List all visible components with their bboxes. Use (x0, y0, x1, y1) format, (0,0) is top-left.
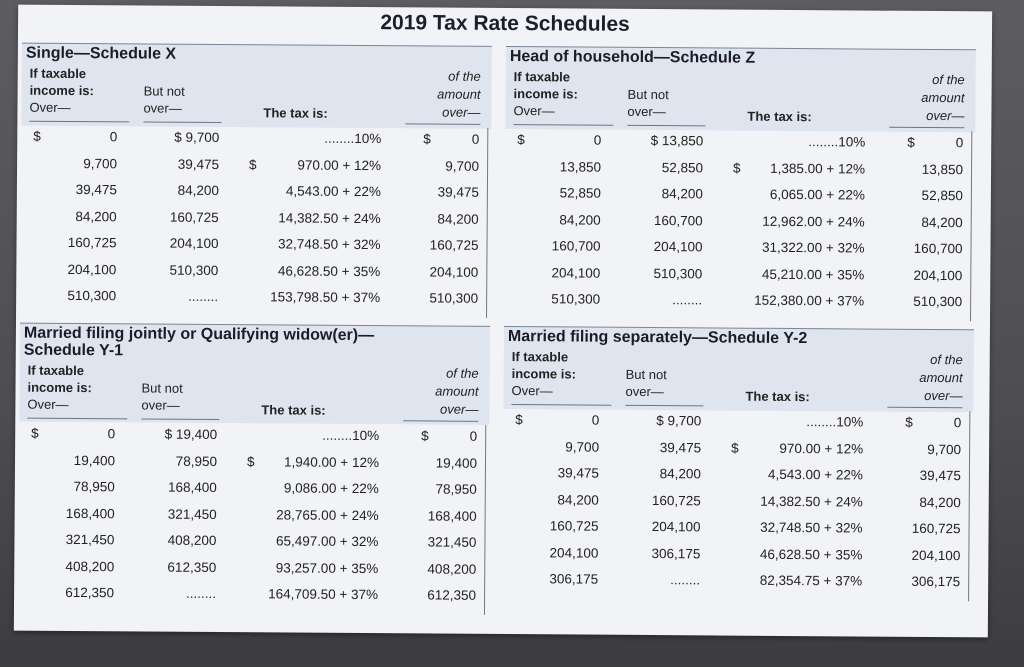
cell-tax: 82,354.75 + 37% (759, 572, 863, 589)
header-amount-over: over— (924, 387, 963, 404)
cell-tax: 152,380.00 + 37% (754, 292, 865, 309)
dollar-sign: $ (907, 134, 915, 150)
cell-tax: 1,385.00 + 12% (770, 160, 866, 177)
cell-but-not-over: 78,950 (175, 453, 218, 469)
cell-over: 408,200 (65, 558, 115, 574)
cell-but-not-over: 84,200 (659, 466, 701, 482)
cell-but-not-over: 160,725 (169, 209, 219, 225)
cell-but-not-over: 510,300 (653, 265, 703, 281)
dollar-sign: $ (31, 425, 39, 441)
header-income-is: income is: (27, 379, 92, 396)
cell-tax: 93,257.00 + 35% (275, 559, 379, 576)
header-tax-is: The tax is: (261, 402, 326, 418)
cell-tax: 1,940.00 + 12% (283, 453, 380, 470)
cell-amount-over: 510,300 (913, 293, 963, 310)
cell-over: 84,200 (559, 211, 601, 228)
cell-but-not-over: ........ (186, 585, 217, 602)
cell-over: 78,950 (73, 479, 115, 495)
header-if-taxable: If taxable (29, 65, 87, 82)
cell-over: 612,350 (65, 584, 115, 601)
dollar-sign: $ (249, 156, 257, 172)
cell-amount-over: 321,450 (427, 534, 477, 550)
cell-over: 0 (591, 412, 600, 428)
cell-but-not-over: ........ (188, 288, 219, 305)
cell-over: 39,475 (75, 182, 117, 198)
dollar-sign: $ (421, 428, 429, 444)
dollar-sign: $ (33, 128, 41, 144)
cell-tax: 153,798.50 + 37% (270, 289, 381, 306)
schedule-title: Single—Schedule X (25, 44, 177, 63)
cell-but-not-over: ........ (672, 292, 703, 308)
cell-tax: 164,709.50 + 37% (268, 586, 379, 603)
header-but-not-over: over— (625, 383, 664, 400)
tax-rate-sheet (14, 5, 992, 638)
header-income-is: income is: (511, 366, 576, 382)
cell-over: 321,450 (65, 531, 115, 548)
cell-amount-over: 39,475 (919, 467, 961, 484)
cell-tax: 4,543.00 + 22% (767, 466, 863, 483)
cell-over: 0 (593, 132, 602, 148)
schedule-y2-married-separate (502, 326, 974, 599)
cell-tax: 12,962.00 + 24% (762, 213, 865, 230)
header-amount: amount (921, 89, 965, 106)
cell-amount-over: 84,200 (437, 211, 479, 227)
cell-tax: ........10% (806, 414, 864, 430)
header-of-the: of the (448, 68, 481, 84)
header-but-not: But not (141, 380, 183, 396)
cell-amount-over: 84,200 (921, 214, 963, 230)
cell-over: 9,700 (565, 438, 600, 455)
header-but-not: But not (625, 366, 667, 383)
cell-amount-over: 9,700 (927, 441, 962, 457)
column-divider (968, 411, 970, 601)
cell-over: 306,175 (549, 571, 599, 587)
header-but-not: But not (627, 86, 669, 103)
cell-over: 160,700 (551, 238, 601, 254)
dollar-sign: $ (423, 131, 431, 147)
cell-tax: 31,322.00 + 32% (761, 239, 865, 256)
cell-but-not-over: 612,350 (167, 559, 217, 575)
cell-but-not-over: 160,700 (653, 212, 703, 228)
cell-tax: 32,748.50 + 32% (760, 519, 863, 536)
header-income-is: income is: (513, 86, 578, 102)
header-amount: amount (435, 383, 479, 399)
cell-amount-over: 84,200 (919, 494, 961, 510)
cell-amount-over: 306,175 (911, 573, 961, 590)
cell-over: 0 (107, 426, 116, 442)
header-over: Over— (29, 99, 71, 115)
cell-but-not-over: $ 19,400 (164, 426, 218, 443)
cell-but-not-over: 408,200 (167, 532, 217, 549)
cell-amount-over: 19,400 (435, 455, 478, 471)
header-over: Over— (513, 103, 555, 119)
schedule-title: Married filing jointly or Qualifying widow(er)— (23, 324, 375, 345)
cell-but-not-over: 168,400 (167, 479, 217, 496)
cell-tax: 45,210.00 + 35% (761, 266, 865, 283)
header-if-taxable: If taxable (511, 349, 569, 365)
cell-over: 204,100 (549, 544, 599, 561)
cell-over: 510,300 (551, 291, 601, 307)
cell-tax: ........10% (322, 427, 380, 444)
cell-amount-over: 52,850 (921, 187, 963, 204)
dollar-sign: $ (731, 440, 739, 456)
column-divider (486, 128, 488, 318)
schedule-subtitle: Schedule Y-1 (23, 341, 124, 360)
schedule-y1-married-joint (18, 323, 490, 603)
page-title: 2019 Tax Rate Schedules (380, 11, 630, 36)
header-but-not: But not (143, 83, 185, 99)
cell-tax: 9,086.00 + 22% (283, 480, 379, 497)
header-if-taxable: If taxable (27, 362, 85, 379)
column-divider (970, 131, 972, 321)
cell-but-not-over: ........ (670, 572, 701, 588)
cell-tax: 32,748.50 + 32% (278, 236, 381, 253)
cell-amount-over: 168,400 (427, 507, 477, 524)
cell-tax: 46,628.50 + 35% (277, 262, 381, 279)
cell-amount-over: 0 (469, 428, 478, 444)
dollar-sign: $ (905, 414, 913, 430)
cell-but-not-over: 160,725 (651, 492, 701, 508)
cell-amount-over: 0 (471, 131, 480, 147)
cell-but-not-over: 84,200 (661, 186, 703, 202)
cell-over: 39,475 (557, 465, 599, 481)
cell-amount-over: 160,725 (911, 520, 961, 537)
schedule-title: Married filing separately—Schedule Y-2 (507, 328, 808, 348)
header-but-not-over: over— (143, 100, 182, 116)
cell-amount-over: 160,725 (429, 237, 479, 253)
cell-but-not-over: 321,450 (167, 506, 217, 522)
cell-over: 0 (109, 129, 118, 145)
cell-over: 160,725 (549, 518, 599, 534)
cell-but-not-over: 204,100 (169, 235, 219, 252)
dollar-sign: $ (246, 453, 255, 469)
schedule-title: Head of household—Schedule Z (509, 48, 756, 67)
header-of-the: of the (932, 71, 965, 88)
cell-but-not-over: $ 9,700 (656, 413, 702, 429)
header-amount-over: over— (442, 104, 481, 120)
cell-amount-over: 13,850 (921, 161, 964, 177)
cell-amount-over: 408,200 (427, 560, 477, 577)
cell-but-not-over: 510,300 (169, 262, 219, 278)
cell-but-not-over: $ 13,850 (650, 133, 704, 149)
cell-amount-over: 160,700 (913, 240, 963, 257)
cell-tax: 65,497.00 + 32% (275, 533, 379, 550)
cell-but-not-over: 204,100 (651, 519, 701, 535)
cell-over: 9,700 (83, 155, 118, 171)
header-amount: amount (437, 86, 481, 102)
cell-but-not-over: 52,850 (661, 159, 704, 175)
cell-amount-over: 612,350 (427, 587, 477, 603)
header-amount: amount (919, 369, 963, 386)
cell-over: 160,725 (67, 234, 117, 251)
header-over: Over— (27, 396, 69, 412)
header-tax-is: The tax is: (263, 105, 328, 121)
cell-over: 19,400 (73, 452, 116, 468)
schedule-x-single (20, 43, 492, 316)
cell-amount-over: 204,100 (911, 547, 961, 563)
dollar-sign: $ (517, 132, 525, 148)
cell-tax: 6,065.00 + 22% (769, 186, 865, 203)
cell-tax: 14,382.50 + 24% (760, 493, 863, 510)
cell-amount-over: 78,950 (435, 481, 477, 497)
cell-over: 52,850 (559, 185, 601, 201)
cell-tax: 46,628.50 + 35% (759, 546, 863, 563)
cell-tax: 28,765.00 + 24% (276, 506, 379, 523)
header-tax-is: The tax is: (747, 108, 812, 125)
cell-but-not-over: 204,100 (653, 239, 703, 255)
cell-amount-over: 510,300 (429, 290, 479, 306)
cell-amount-over: 9,700 (445, 158, 480, 174)
header-but-not-over: over— (141, 397, 180, 413)
cell-amount-over: 204,100 (429, 263, 479, 280)
header-tax-is: The tax is: (745, 388, 810, 405)
dollar-sign: $ (733, 160, 741, 176)
cell-over: 168,400 (65, 505, 115, 521)
cell-amount-over: 204,100 (913, 267, 963, 283)
header-but-not-over: over— (627, 103, 666, 120)
header-amount-over: over— (926, 107, 965, 124)
cell-over: 84,200 (75, 208, 117, 224)
cell-but-not-over: 306,175 (651, 545, 701, 561)
header-over: Over— (511, 383, 553, 399)
cell-over: 84,200 (557, 491, 599, 508)
schedule-z-head-of-household (504, 46, 976, 319)
header-of-the: of the (930, 351, 963, 368)
cell-tax: 970.00 + 12% (297, 157, 382, 173)
cell-but-not-over: 84,200 (177, 182, 219, 199)
cell-over: 204,100 (551, 264, 601, 281)
header-income-is: income is: (29, 82, 94, 99)
cell-over: 204,100 (67, 261, 117, 277)
cell-amount-over: 39,475 (437, 184, 479, 200)
header-if-taxable: If taxable (513, 69, 571, 85)
cell-over: 510,300 (67, 287, 117, 304)
column-divider (484, 425, 486, 615)
cell-amount-over: 0 (953, 415, 962, 431)
cell-amount-over: 0 (955, 135, 964, 151)
header-amount-over: over— (440, 401, 479, 417)
cell-but-not-over: 39,475 (177, 156, 220, 172)
cell-over: 13,850 (559, 158, 602, 175)
cell-but-not-over: 39,475 (659, 439, 702, 455)
cell-tax: ........10% (808, 134, 866, 150)
cell-but-not-over: $ 9,700 (174, 129, 220, 146)
cell-tax: 4,543.00 + 22% (285, 183, 381, 200)
cell-tax: 970.00 + 12% (779, 440, 864, 457)
cell-tax: ........10% (324, 130, 382, 147)
dollar-sign: $ (515, 412, 523, 428)
header-of-the: of the (446, 365, 479, 381)
cell-tax: 14,382.50 + 24% (278, 209, 381, 226)
